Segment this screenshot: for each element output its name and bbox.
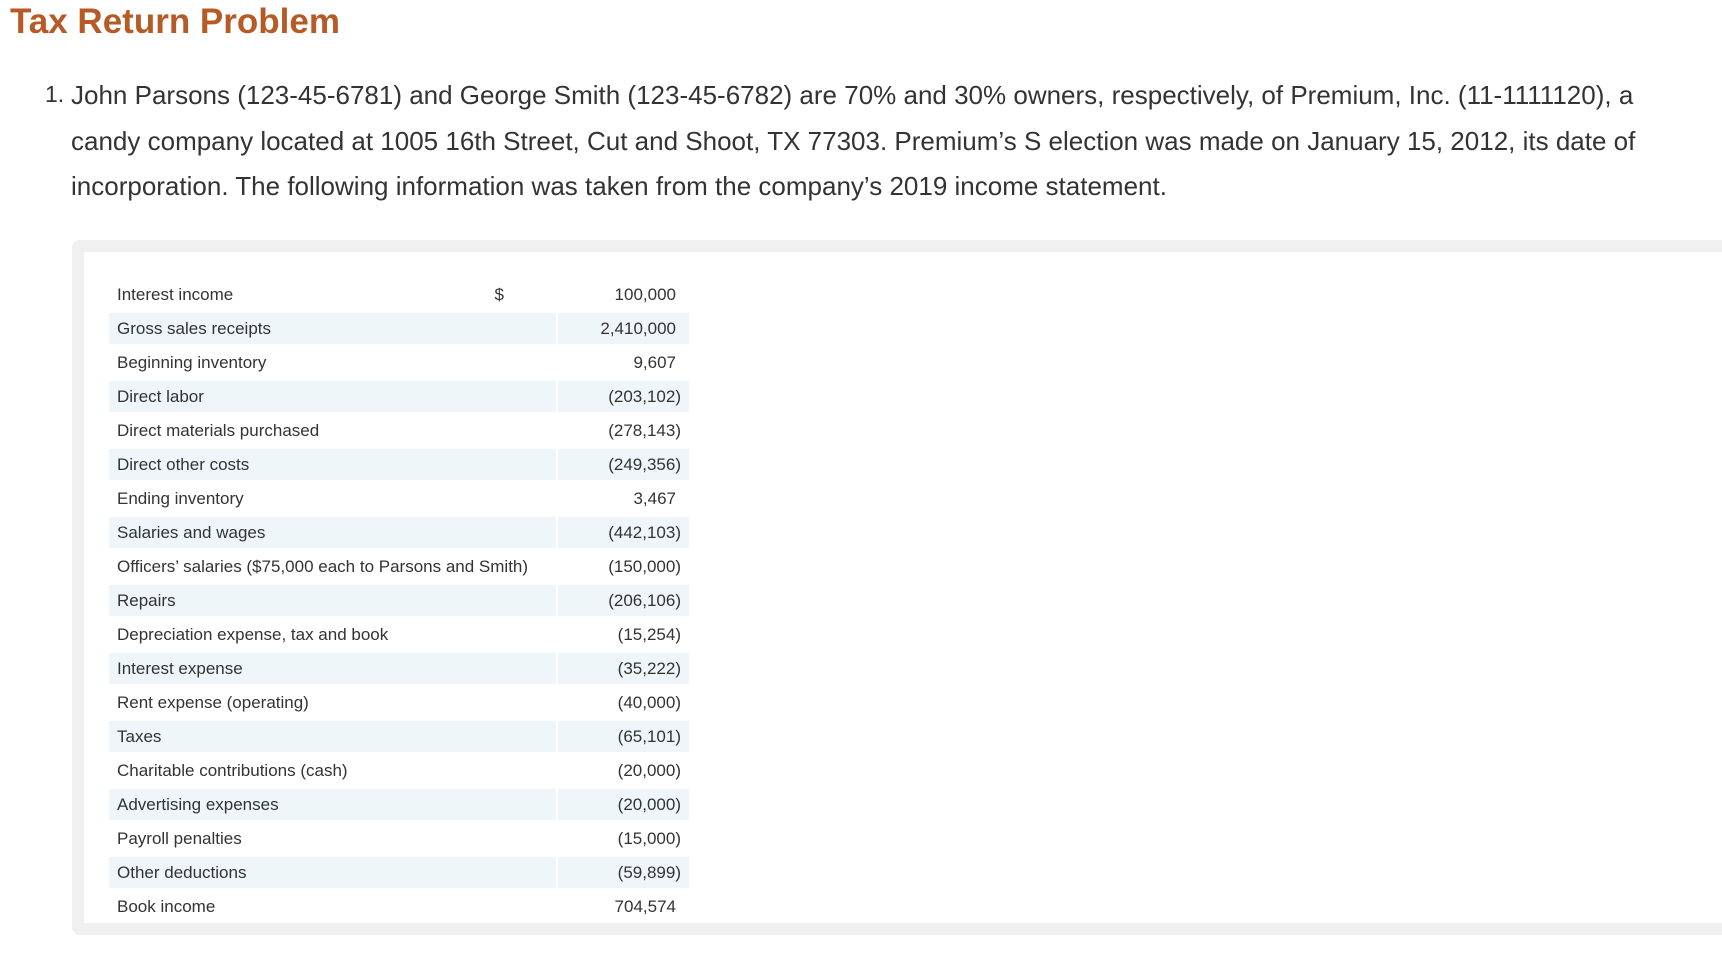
- row-label: Direct materials purchased: [117, 420, 320, 440]
- income-statement-body: [109, 279, 689, 922]
- row-amount: (65,101): [617, 726, 681, 746]
- row-amount: 2,410,000: [600, 318, 676, 338]
- table-row: [109, 823, 689, 854]
- row-amount: (40,000): [617, 692, 681, 712]
- income-statement-panel: [72, 240, 1722, 935]
- row-amount-cell: [556, 585, 689, 616]
- row-label: Ending inventory: [117, 488, 244, 508]
- row-amount: (150,000): [608, 556, 681, 576]
- row-amount-cell: [556, 687, 689, 718]
- table-row: [109, 381, 689, 412]
- table-row: [109, 755, 689, 786]
- row-amount-cell: [556, 449, 689, 480]
- currency-symbol: $: [494, 284, 505, 304]
- row-amount: (15,000): [617, 828, 681, 848]
- row-amount-cell: [556, 313, 689, 344]
- row-amount-cell: [556, 619, 689, 650]
- page-title: Tax Return Problem: [10, 2, 340, 41]
- table-row: [109, 279, 689, 310]
- row-amount-cell: [556, 483, 689, 514]
- row-label: Book income: [117, 896, 216, 916]
- table-row: [109, 347, 689, 378]
- row-amount-cell: [556, 857, 689, 888]
- row-label: Direct other costs: [109, 449, 556, 480]
- row-amount: (35,222): [617, 658, 681, 678]
- row-label: Payroll penalties: [117, 828, 242, 848]
- row-label: Beginning inventory: [117, 352, 267, 372]
- table-row: [109, 313, 689, 344]
- table-row: [109, 619, 689, 650]
- table-row: [109, 857, 689, 888]
- row-amount-cell: [556, 347, 689, 378]
- row-label: Taxes: [109, 721, 556, 752]
- table-row: [109, 721, 689, 752]
- row-amount-cell: [556, 517, 689, 548]
- row-label: Gross sales receipts: [109, 313, 556, 344]
- table-row: [109, 891, 689, 922]
- row-amount-cell: [556, 789, 689, 820]
- row-amount: (206,106): [608, 590, 681, 610]
- row-label: Repairs: [109, 585, 556, 616]
- table-row: [109, 789, 689, 820]
- row-label: Interest income: [117, 284, 234, 304]
- row-amount: (20,000): [617, 794, 681, 814]
- table-row: [109, 687, 689, 718]
- row-amount: (249,356): [608, 454, 681, 474]
- row-amount-cell: [556, 823, 689, 854]
- problem-text: John Parsons (123-45-6781) and George Smith (123-45-6782) are 70% and 30% owners, respectively, of Premium, Inc. (11-1111120), a candy company located at 1005 16th Street, Cut and Shoot, TX 77303. Premium’s S election was made on January 15, 2012, its date of incorporation. The following information was taken from the company’s 2019 income statement.: [71, 80, 1636, 201]
- row-amount-cell: [556, 381, 689, 412]
- table-row: [109, 551, 689, 582]
- row-amount: (15,254): [617, 624, 681, 644]
- row-amount: (59,899): [617, 862, 681, 882]
- table-row: [109, 483, 689, 514]
- table-row: [109, 585, 689, 616]
- row-amount: 3,467: [633, 488, 676, 508]
- row-amount-cell: [556, 551, 689, 582]
- row-amount-cell: [556, 891, 689, 922]
- row-amount-cell: [556, 653, 689, 684]
- row-label: Salaries and wages: [109, 517, 556, 548]
- problem-number: 1.: [45, 81, 65, 107]
- table-row: [109, 653, 689, 684]
- row-amount-cell: [556, 755, 689, 786]
- row-amount: (278,143): [608, 420, 681, 440]
- row-amount: (20,000): [617, 760, 681, 780]
- table-row: [109, 415, 689, 446]
- row-label: Officers’ salaries ($75,000 each to Parsons and Smith): [117, 556, 529, 576]
- row-amount: 704,574: [614, 896, 676, 916]
- row-amount-cell: [494, 279, 689, 310]
- table-row: [109, 449, 689, 480]
- row-label: Interest expense: [109, 653, 556, 684]
- row-label: Charitable contributions (cash): [117, 760, 348, 780]
- row-amount-cell: [556, 721, 689, 752]
- row-label: Rent expense (operating): [117, 692, 309, 712]
- row-label: Depreciation expense, tax and book: [117, 624, 389, 644]
- row-amount: (442,103): [608, 522, 681, 542]
- row-label: Advertising expenses: [109, 789, 556, 820]
- row-amount: (203,102): [608, 386, 681, 406]
- row-amount: 9,607: [633, 352, 676, 372]
- table-row: [109, 517, 689, 548]
- row-label: Direct labor: [109, 381, 556, 412]
- income-statement-table: [109, 276, 689, 925]
- row-amount: 100,000: [614, 284, 676, 304]
- row-label: Other deductions: [109, 857, 556, 888]
- row-amount-cell: [556, 415, 689, 446]
